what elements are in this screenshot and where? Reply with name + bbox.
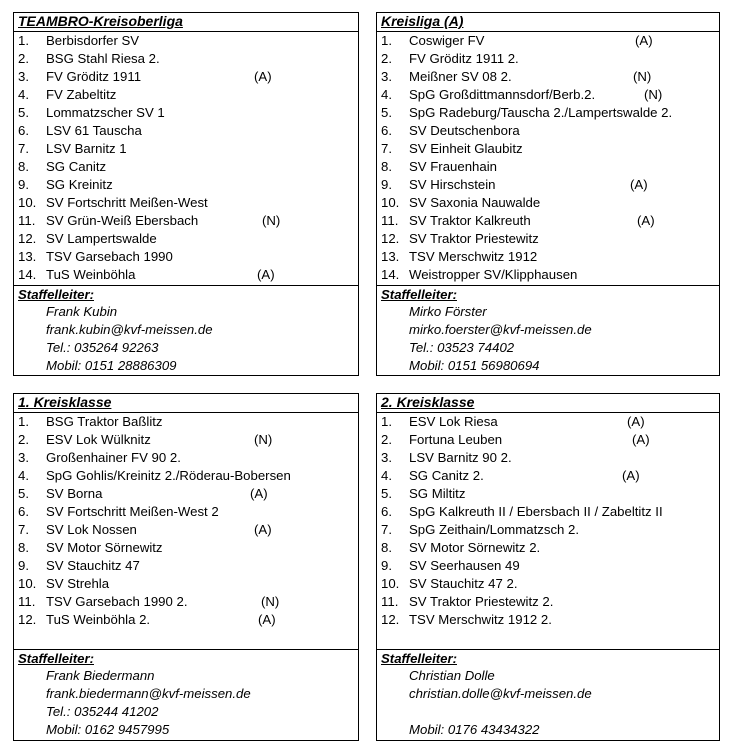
team-row <box>377 248 719 266</box>
team-rank: 4. <box>18 87 29 102</box>
team-row <box>377 212 719 230</box>
team-status-mark: (N) <box>633 69 652 84</box>
team-list <box>377 32 719 284</box>
team-rank: 7. <box>381 141 392 156</box>
team-name: LSV 61 Tauscha <box>46 123 142 138</box>
team-name: SV Grün-Weiß Ebersbach <box>46 213 199 228</box>
team-name: SV Einheit Glaubitz <box>409 141 523 156</box>
team-rank: 7. <box>381 522 392 537</box>
team-rank: 3. <box>18 450 29 465</box>
team-status-mark: (A) <box>630 177 648 192</box>
team-rank: 1. <box>381 414 392 429</box>
team-rank: 5. <box>381 105 392 120</box>
team-name: TSV Garsebach 1990 2. <box>46 594 188 609</box>
team-row <box>377 575 719 593</box>
team-list <box>14 413 358 629</box>
leiter-name: Frank Biedermann <box>46 668 155 683</box>
team-rank: 1. <box>18 414 29 429</box>
team-name: SG Kreinitz <box>46 177 113 192</box>
league-box-2-kreisklasse <box>376 393 720 741</box>
leiter-email: mirko.foerster@kvf-meissen.de <box>409 322 592 337</box>
team-rank: 1. <box>381 33 392 48</box>
team-row <box>14 176 358 194</box>
team-name: SV Deutschenbora <box>409 123 520 138</box>
team-row <box>14 266 358 284</box>
team-name: SV Hirschstein <box>409 177 496 192</box>
team-row <box>14 539 358 557</box>
team-rank: 3. <box>381 69 392 84</box>
team-name: SpG Großdittmannsdorf/Berb.2. <box>409 87 596 102</box>
team-rank: 3. <box>18 69 29 84</box>
team-rank: 8. <box>18 159 29 174</box>
team-row <box>377 104 719 122</box>
team-row <box>377 266 719 284</box>
team-name: SV Fortschritt Meißen-West <box>46 195 208 210</box>
team-name: TSV Merschwitz 1912 <box>409 249 538 264</box>
team-row <box>377 611 719 629</box>
team-rank: 14. <box>18 267 37 282</box>
team-name: SV Seerhausen 49 <box>409 558 520 573</box>
team-status-mark: (N) <box>644 87 663 102</box>
team-name: SV Borna <box>46 486 103 501</box>
leiter-email: frank.kubin@kvf-meissen.de <box>46 322 213 337</box>
team-row <box>14 557 358 575</box>
team-rank: 2. <box>381 51 392 66</box>
team-row <box>14 158 358 176</box>
team-name: SV Stauchitz 47 2. <box>409 576 518 591</box>
team-rank: 13. <box>381 249 400 264</box>
team-status-mark: (N) <box>262 213 281 228</box>
team-name: Großenhainer FV 90 2. <box>46 450 181 465</box>
league-title: TEAMBRO-Kreisoberliga <box>14 13 358 32</box>
team-status-mark: (A) <box>632 432 650 447</box>
team-name: Lommatzscher SV 1 <box>46 105 165 120</box>
team-name: SV Traktor Kalkreuth <box>409 213 531 228</box>
team-name: SV Motor Sörnewitz 2. <box>409 540 541 555</box>
team-rank: 4. <box>18 468 29 483</box>
team-row <box>14 194 358 212</box>
team-rank: 6. <box>381 504 392 519</box>
team-name: TSV Merschwitz 1912 2. <box>409 612 552 627</box>
team-rank: 7. <box>18 522 29 537</box>
team-status-mark: (A) <box>257 267 275 282</box>
team-row <box>377 521 719 539</box>
team-row <box>14 104 358 122</box>
team-name: SV Frauenhain <box>409 159 497 174</box>
team-name: Coswiger FV <box>409 33 485 48</box>
team-rank: 7. <box>18 141 29 156</box>
team-rank: 9. <box>381 177 392 192</box>
team-row <box>377 485 719 503</box>
staffelleiter-section <box>377 285 719 375</box>
team-row <box>14 521 358 539</box>
team-name: SV Strehla <box>46 576 110 591</box>
team-rank: 10. <box>381 576 400 591</box>
team-row <box>377 431 719 449</box>
league-title: 1. Kreisklasse <box>14 394 358 413</box>
staffelleiter-label: Staffelleiter: <box>381 287 457 302</box>
staffelleiter-section <box>377 649 719 739</box>
team-name: SG Canitz 2. <box>409 468 484 483</box>
team-name: TuS Weinböhla 2. <box>46 612 151 627</box>
team-rank: 10. <box>18 195 37 210</box>
team-name: BSG Stahl Riesa 2. <box>46 51 160 66</box>
leiter-mobile: Mobil: 0151 28886309 <box>46 358 177 373</box>
team-rank: 11. <box>381 594 399 609</box>
team-rank: 11. <box>18 213 36 228</box>
team-list <box>14 32 358 284</box>
team-name: SG Canitz <box>46 159 107 174</box>
team-rank: 12. <box>381 612 400 627</box>
team-row <box>14 248 358 266</box>
team-row <box>377 503 719 521</box>
team-row <box>377 50 719 68</box>
team-rank: 12. <box>18 612 37 627</box>
team-row <box>377 467 719 485</box>
team-rank: 10. <box>381 195 400 210</box>
leiter-name: Frank Kubin <box>46 304 118 319</box>
team-status-mark: (A) <box>254 69 272 84</box>
team-name: LSV Barnitz 90 2. <box>409 450 512 465</box>
team-row <box>377 413 719 431</box>
team-name: SV Fortschritt Meißen-West 2 <box>46 504 219 519</box>
leiter-mobile: Mobil: 0151 56980694 <box>409 358 540 373</box>
leiter-phone: Tel.: 035244 41202 <box>46 704 159 719</box>
team-row <box>14 32 358 50</box>
team-rank: 9. <box>18 177 29 192</box>
league-box-kreisliga <box>376 12 720 376</box>
team-row <box>14 86 358 104</box>
team-row <box>377 140 719 158</box>
team-rank: 9. <box>381 558 392 573</box>
leiter-phone <box>377 703 719 721</box>
team-row <box>377 539 719 557</box>
leiter-email: christian.dolle@kvf-meissen.de <box>409 686 592 701</box>
staffelleiter-section <box>14 649 358 739</box>
team-name: TSV Garsebach 1990 <box>46 249 173 264</box>
team-rank: 2. <box>18 51 29 66</box>
team-rank: 4. <box>381 87 392 102</box>
team-row <box>377 194 719 212</box>
team-status-mark: (A) <box>627 414 645 429</box>
team-name: Meißner SV 08 2. <box>409 69 512 84</box>
team-row <box>377 176 719 194</box>
leiter-mobile: Mobil: 0162 9457995 <box>46 722 170 737</box>
team-name: SV Traktor Priestewitz 2. <box>409 594 554 609</box>
team-name: SpG Radeburg/Tauscha 2./Lampertswalde 2. <box>409 105 673 120</box>
team-status-mark: (A) <box>637 213 655 228</box>
staffelleiter-section <box>14 285 358 375</box>
team-row <box>377 449 719 467</box>
team-name: FV Zabeltitz <box>46 87 117 102</box>
team-row <box>377 122 719 140</box>
team-name: SpG Kalkreuth II / Ebersbach II / Zabeltitz II <box>409 504 663 519</box>
team-rank: 9. <box>18 558 29 573</box>
team-status-mark: (A) <box>254 522 272 537</box>
team-row <box>377 86 719 104</box>
team-row <box>377 68 719 86</box>
team-name: ESV Lok Wülknitz <box>46 432 151 447</box>
team-name: BSG Traktor Baßlitz <box>46 414 163 429</box>
team-row <box>377 557 719 575</box>
team-list <box>377 413 719 629</box>
team-rank: 1. <box>18 33 29 48</box>
staffelleiter-label: Staffelleiter: <box>381 651 457 666</box>
team-name: SV Lampertswalde <box>46 231 157 246</box>
team-row <box>14 449 358 467</box>
team-status-mark: (A) <box>258 612 276 627</box>
team-row <box>14 50 358 68</box>
league-title: Kreisliga (A) <box>377 13 719 32</box>
team-row <box>14 230 358 248</box>
team-name: Berbisdorfer SV <box>46 33 140 48</box>
team-rank: 2. <box>381 432 392 447</box>
team-row <box>14 140 358 158</box>
team-rank: 11. <box>18 594 36 609</box>
team-status-mark: (A) <box>250 486 268 501</box>
team-rank: 8. <box>18 540 29 555</box>
team-rank: 6. <box>18 504 29 519</box>
team-rank: 3. <box>381 450 392 465</box>
team-rank: 5. <box>18 486 29 501</box>
team-name: FV Gröditz 1911 2. <box>409 51 519 66</box>
team-name: SG Miltitz <box>409 486 466 501</box>
team-name: FV Gröditz 1911 <box>46 69 142 84</box>
team-status-mark: (N) <box>261 594 280 609</box>
team-name: Weistropper SV/Klipphausen <box>409 267 578 282</box>
team-name: SV Lok Nossen <box>46 522 137 537</box>
team-name: LSV Barnitz 1 <box>46 141 127 156</box>
league-title: 2. Kreisklasse <box>377 394 719 413</box>
team-name: SpG Gohlis/Kreinitz 2./Röderau-Bobersen <box>46 468 291 483</box>
team-rank: 5. <box>381 486 392 501</box>
team-row <box>377 593 719 611</box>
team-rank: 10. <box>18 576 37 591</box>
team-name: SV Motor Sörnewitz <box>46 540 163 555</box>
team-rank: 8. <box>381 540 392 555</box>
team-rank: 6. <box>18 123 29 138</box>
team-row <box>14 212 358 230</box>
team-rank: 13. <box>18 249 37 264</box>
team-rank: 11. <box>381 213 399 228</box>
team-rank: 6. <box>381 123 392 138</box>
team-row <box>377 230 719 248</box>
team-rank: 4. <box>381 468 392 483</box>
team-row <box>14 593 358 611</box>
staffelleiter-label: Staffelleiter: <box>18 651 94 666</box>
league-box-1-kreisklasse <box>13 393 359 741</box>
team-status-mark: (A) <box>635 33 653 48</box>
team-rank: 14. <box>381 267 400 282</box>
team-name: SV Stauchitz 47 <box>46 558 140 573</box>
team-name: Fortuna Leuben <box>409 432 503 447</box>
team-row <box>14 68 358 86</box>
leiter-name: Christian Dolle <box>409 668 495 683</box>
team-name: SpG Zeithain/Lommatzsch 2. <box>409 522 580 537</box>
league-box-kreisoberliga <box>13 12 359 376</box>
team-row <box>14 485 358 503</box>
team-status-mark: (N) <box>254 432 273 447</box>
leiter-mobile: Mobil: 0176 43434322 <box>409 722 540 737</box>
team-row <box>14 413 358 431</box>
leiter-email: frank.biedermann@kvf-meissen.de <box>46 686 251 701</box>
team-name: ESV Lok Riesa <box>409 414 498 429</box>
team-name: TuS Weinböhla <box>46 267 136 282</box>
team-name: SV Traktor Priestewitz <box>409 231 539 246</box>
team-row <box>14 611 358 629</box>
team-rank: 5. <box>18 105 29 120</box>
team-row <box>377 158 719 176</box>
team-rank: 12. <box>381 231 400 246</box>
team-name: SV Saxonia Nauwalde <box>409 195 541 210</box>
team-row <box>14 431 358 449</box>
team-rank: 12. <box>18 231 37 246</box>
team-row <box>14 467 358 485</box>
team-row <box>14 503 358 521</box>
staffelleiter-label: Staffelleiter: <box>18 287 94 302</box>
team-rank: 8. <box>381 159 392 174</box>
leiter-phone: Tel.: 03523 74402 <box>409 340 515 355</box>
team-status-mark: (A) <box>622 468 640 483</box>
team-rank: 2. <box>18 432 29 447</box>
leiter-phone: Tel.: 035264 92263 <box>46 340 159 355</box>
leiter-name: Mirko Förster <box>409 304 487 319</box>
team-row <box>14 575 358 593</box>
team-row <box>377 32 719 50</box>
team-row <box>14 122 358 140</box>
